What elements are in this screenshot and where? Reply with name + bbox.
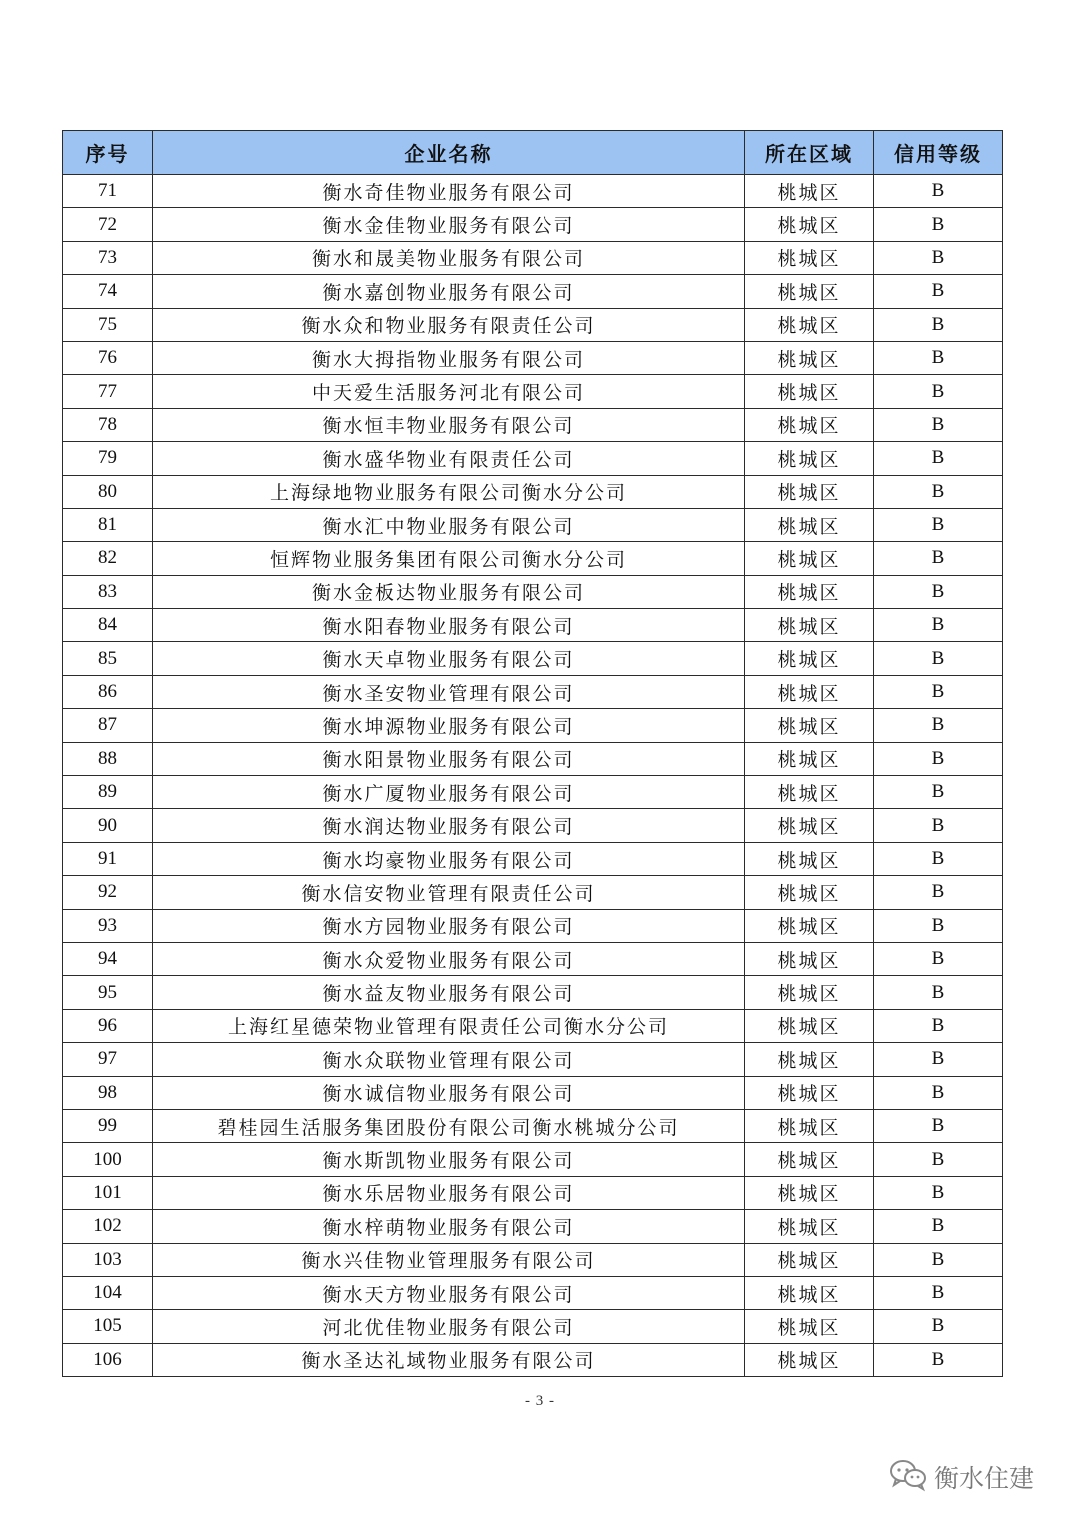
table-row <box>63 1310 1003 1343</box>
cell-region: 桃城区 <box>745 809 874 842</box>
cell-region: 桃城区 <box>745 208 874 241</box>
cell-serial-number: 93 <box>63 909 153 942</box>
cell-credit-grade: B <box>874 1076 1003 1109</box>
cell-region: 桃城区 <box>745 942 874 975</box>
table-row <box>63 1143 1003 1176</box>
cell-region: 桃城区 <box>745 275 874 308</box>
cell-credit-grade: B <box>874 341 1003 374</box>
header-credit-grade: 信用等级 <box>874 131 1003 175</box>
table-row <box>63 675 1003 708</box>
cell-region: 桃城区 <box>745 475 874 508</box>
cell-region: 桃城区 <box>745 442 874 475</box>
table-row <box>63 1276 1003 1309</box>
cell-serial-number: 89 <box>63 776 153 809</box>
table-row <box>63 909 1003 942</box>
cell-serial-number: 72 <box>63 208 153 241</box>
cell-credit-grade: B <box>874 442 1003 475</box>
table-row <box>63 241 1003 274</box>
cell-credit-grade: B <box>874 1310 1003 1343</box>
cell-region: 桃城区 <box>745 542 874 575</box>
cell-serial-number: 80 <box>63 475 153 508</box>
table-row <box>63 742 1003 775</box>
cell-credit-grade: B <box>874 609 1003 642</box>
cell-company-name: 衡水天方物业服务有限公司 <box>153 1276 745 1309</box>
cell-serial-number: 103 <box>63 1243 153 1276</box>
cell-company-name: 衡水大拇指物业服务有限公司 <box>153 341 745 374</box>
cell-serial-number: 74 <box>63 275 153 308</box>
cell-company-name: 上海红星德荣物业管理有限责任公司衡水分公司 <box>153 1009 745 1042</box>
cell-credit-grade: B <box>874 1243 1003 1276</box>
cell-company-name: 衡水乐居物业服务有限公司 <box>153 1176 745 1209</box>
cell-region: 桃城区 <box>745 1276 874 1309</box>
cell-serial-number: 104 <box>63 1276 153 1309</box>
cell-company-name: 衡水润达物业服务有限公司 <box>153 809 745 842</box>
cell-credit-grade: B <box>874 1043 1003 1076</box>
cell-credit-grade: B <box>874 1109 1003 1142</box>
cell-company-name: 衡水嘉创物业服务有限公司 <box>153 275 745 308</box>
cell-credit-grade: B <box>874 909 1003 942</box>
table-row <box>63 542 1003 575</box>
cell-company-name: 衡水众爱物业服务有限公司 <box>153 942 745 975</box>
cell-credit-grade: B <box>874 876 1003 909</box>
cell-serial-number: 88 <box>63 742 153 775</box>
cell-region: 桃城区 <box>745 976 874 1009</box>
header-region: 所在区域 <box>745 131 874 175</box>
cell-region: 桃城区 <box>745 1243 874 1276</box>
cell-company-name: 衡水兴佳物业管理服务有限公司 <box>153 1243 745 1276</box>
cell-credit-grade: B <box>874 1143 1003 1176</box>
page-number: - 3 - <box>525 1393 555 1409</box>
cell-serial-number: 101 <box>63 1176 153 1209</box>
cell-credit-grade: B <box>874 709 1003 742</box>
table-row <box>63 842 1003 875</box>
cell-credit-grade: B <box>874 208 1003 241</box>
cell-credit-grade: B <box>874 809 1003 842</box>
table-row <box>63 275 1003 308</box>
cell-region: 桃城区 <box>745 709 874 742</box>
cell-company-name: 衡水金板达物业服务有限公司 <box>153 575 745 608</box>
cell-credit-grade: B <box>874 776 1003 809</box>
cell-credit-grade: B <box>874 408 1003 441</box>
cell-company-name: 衡水斯凯物业服务有限公司 <box>153 1143 745 1176</box>
table-row <box>63 375 1003 408</box>
cell-region: 桃城区 <box>745 842 874 875</box>
cell-company-name: 衡水众联物业管理有限公司 <box>153 1043 745 1076</box>
cell-company-name: 衡水阳景物业服务有限公司 <box>153 742 745 775</box>
cell-region: 桃城区 <box>745 776 874 809</box>
cell-region: 桃城区 <box>745 175 874 208</box>
cell-region: 桃城区 <box>745 1009 874 1042</box>
cell-company-name: 恒辉物业服务集团有限公司衡水分公司 <box>153 542 745 575</box>
cell-credit-grade: B <box>874 642 1003 675</box>
cell-credit-grade: B <box>874 1210 1003 1243</box>
wechat-icon <box>888 1458 928 1496</box>
cell-region: 桃城区 <box>745 642 874 675</box>
table-row <box>63 709 1003 742</box>
table-row <box>63 442 1003 475</box>
cell-region: 桃城区 <box>745 1043 874 1076</box>
table-row <box>63 1210 1003 1243</box>
cell-company-name: 衡水梓萌物业服务有限公司 <box>153 1210 745 1243</box>
cell-company-name: 衡水阳春物业服务有限公司 <box>153 609 745 642</box>
cell-credit-grade: B <box>874 742 1003 775</box>
cell-credit-grade: B <box>874 175 1003 208</box>
cell-company-name: 衡水恒丰物业服务有限公司 <box>153 408 745 441</box>
cell-serial-number: 81 <box>63 508 153 541</box>
cell-serial-number: 71 <box>63 175 153 208</box>
table-row <box>63 575 1003 608</box>
cell-serial-number: 77 <box>63 375 153 408</box>
cell-region: 桃城区 <box>745 1210 874 1243</box>
cell-region: 桃城区 <box>745 742 874 775</box>
cell-credit-grade: B <box>874 1343 1003 1376</box>
cell-credit-grade: B <box>874 1009 1003 1042</box>
cell-serial-number: 105 <box>63 1310 153 1343</box>
cell-region: 桃城区 <box>745 341 874 374</box>
cell-credit-grade: B <box>874 976 1003 1009</box>
cell-company-name: 碧桂园生活服务集团股份有限公司衡水桃城分公司 <box>153 1109 745 1142</box>
cell-serial-number: 94 <box>63 942 153 975</box>
cell-region: 桃城区 <box>745 241 874 274</box>
cell-region: 桃城区 <box>745 876 874 909</box>
cell-serial-number: 100 <box>63 1143 153 1176</box>
cell-credit-grade: B <box>874 275 1003 308</box>
table-row <box>63 341 1003 374</box>
cell-serial-number: 78 <box>63 408 153 441</box>
cell-credit-grade: B <box>874 942 1003 975</box>
cell-serial-number: 73 <box>63 241 153 274</box>
cell-company-name: 中天爱生活服务河北有限公司 <box>153 375 745 408</box>
cell-serial-number: 96 <box>63 1009 153 1042</box>
table-row <box>63 1243 1003 1276</box>
watermark <box>888 1458 1034 1496</box>
cell-region: 桃城区 <box>745 308 874 341</box>
cell-region: 桃城区 <box>745 1076 874 1109</box>
table-row <box>63 809 1003 842</box>
cell-region: 桃城区 <box>745 675 874 708</box>
watermark-text: 衡水住建 <box>934 1464 1035 1493</box>
table-row <box>63 1043 1003 1076</box>
cell-region: 桃城区 <box>745 408 874 441</box>
cell-serial-number: 85 <box>63 642 153 675</box>
table-row <box>63 609 1003 642</box>
table-row <box>63 776 1003 809</box>
cell-company-name: 衡水圣达礼域物业服务有限公司 <box>153 1343 745 1376</box>
cell-serial-number: 102 <box>63 1210 153 1243</box>
credit-rating-table <box>62 130 1003 1377</box>
table-row <box>63 1076 1003 1109</box>
cell-credit-grade: B <box>874 842 1003 875</box>
table-row <box>63 175 1003 208</box>
cell-credit-grade: B <box>874 241 1003 274</box>
cell-serial-number: 99 <box>63 1109 153 1142</box>
cell-credit-grade: B <box>874 1176 1003 1209</box>
cell-credit-grade: B <box>874 675 1003 708</box>
cell-company-name: 河北优佳物业服务有限公司 <box>153 1310 745 1343</box>
cell-serial-number: 84 <box>63 609 153 642</box>
cell-credit-grade: B <box>874 1276 1003 1309</box>
table-row <box>63 1009 1003 1042</box>
cell-company-name: 上海绿地物业服务有限公司衡水分公司 <box>153 475 745 508</box>
cell-credit-grade: B <box>874 475 1003 508</box>
cell-region: 桃城区 <box>745 575 874 608</box>
table-row <box>63 408 1003 441</box>
cell-credit-grade: B <box>874 542 1003 575</box>
cell-region: 桃城区 <box>745 375 874 408</box>
header-company-name: 企业名称 <box>153 131 745 175</box>
header-serial-number: 序号 <box>63 131 153 175</box>
cell-serial-number: 87 <box>63 709 153 742</box>
cell-company-name: 衡水均豪物业服务有限公司 <box>153 842 745 875</box>
cell-serial-number: 79 <box>63 442 153 475</box>
cell-company-name: 衡水奇佳物业服务有限公司 <box>153 175 745 208</box>
cell-serial-number: 82 <box>63 542 153 575</box>
table-row <box>63 642 1003 675</box>
cell-serial-number: 92 <box>63 876 153 909</box>
table-row <box>63 308 1003 341</box>
table-row <box>63 208 1003 241</box>
cell-serial-number: 83 <box>63 575 153 608</box>
cell-region: 桃城区 <box>745 609 874 642</box>
table-row <box>63 942 1003 975</box>
cell-company-name: 衡水广厦物业服务有限公司 <box>153 776 745 809</box>
cell-serial-number: 97 <box>63 1043 153 1076</box>
cell-serial-number: 95 <box>63 976 153 1009</box>
table-row <box>63 1109 1003 1142</box>
cell-company-name: 衡水诚信物业服务有限公司 <box>153 1076 745 1109</box>
cell-company-name: 衡水天卓物业服务有限公司 <box>153 642 745 675</box>
cell-serial-number: 76 <box>63 341 153 374</box>
cell-region: 桃城区 <box>745 909 874 942</box>
cell-region: 桃城区 <box>745 1343 874 1376</box>
cell-serial-number: 91 <box>63 842 153 875</box>
table-row <box>63 508 1003 541</box>
cell-company-name: 衡水金佳物业服务有限公司 <box>153 208 745 241</box>
cell-serial-number: 106 <box>63 1343 153 1376</box>
table-row <box>63 475 1003 508</box>
cell-serial-number: 98 <box>63 1076 153 1109</box>
cell-serial-number: 75 <box>63 308 153 341</box>
table-row <box>63 1176 1003 1209</box>
cell-serial-number: 90 <box>63 809 153 842</box>
cell-company-name: 衡水和晟美物业服务有限公司 <box>153 241 745 274</box>
cell-region: 桃城区 <box>745 1143 874 1176</box>
table-row <box>63 1343 1003 1376</box>
table-row <box>63 976 1003 1009</box>
cell-region: 桃城区 <box>745 1109 874 1142</box>
cell-company-name: 衡水圣安物业管理有限公司 <box>153 675 745 708</box>
cell-company-name: 衡水益友物业服务有限公司 <box>153 976 745 1009</box>
cell-credit-grade: B <box>874 375 1003 408</box>
table-header-row <box>63 131 1003 175</box>
cell-company-name: 衡水坤源物业服务有限公司 <box>153 709 745 742</box>
cell-credit-grade: B <box>874 308 1003 341</box>
cell-region: 桃城区 <box>745 1176 874 1209</box>
cell-company-name: 衡水汇中物业服务有限公司 <box>153 508 745 541</box>
cell-company-name: 衡水盛华物业有限责任公司 <box>153 442 745 475</box>
table-row <box>63 876 1003 909</box>
cell-serial-number: 86 <box>63 675 153 708</box>
table-body <box>63 175 1003 1377</box>
cell-credit-grade: B <box>874 575 1003 608</box>
cell-company-name: 衡水方园物业服务有限公司 <box>153 909 745 942</box>
cell-region: 桃城区 <box>745 1310 874 1343</box>
cell-company-name: 衡水信安物业管理有限责任公司 <box>153 876 745 909</box>
cell-region: 桃城区 <box>745 508 874 541</box>
cell-credit-grade: B <box>874 508 1003 541</box>
cell-company-name: 衡水众和物业服务有限责任公司 <box>153 308 745 341</box>
